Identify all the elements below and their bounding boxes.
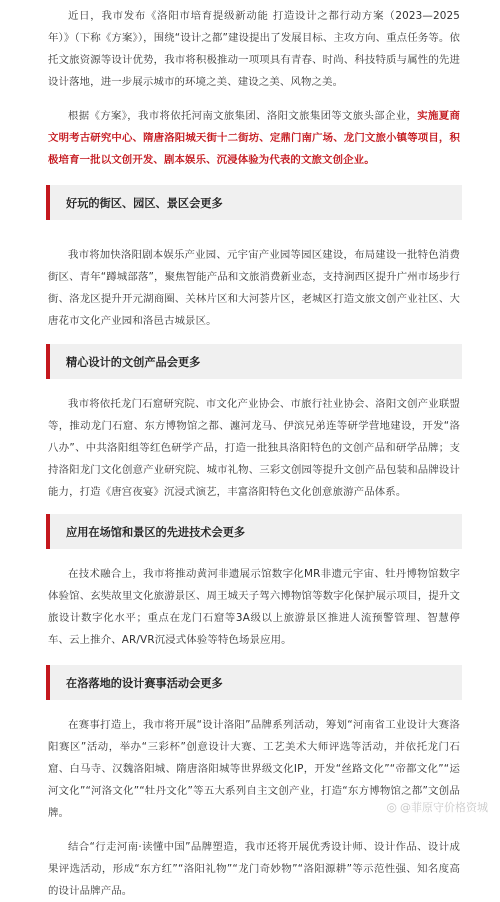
- section-title-1: 好玩的街区、园区、景区会更多: [66, 196, 223, 210]
- watermark: [387, 799, 488, 815]
- watermark-text: @菲原守价格资城: [400, 801, 488, 814]
- section-heading-2: [46, 344, 462, 379]
- section-heading-3: [46, 514, 462, 549]
- section-body-2: 我市将依托龙门石窟研究院、市文化产业协会、市旅行社业协会、洛阳文创产业联盟等，推动龙门石窟、东方博物馆之都、瀍河龙马、伊滨兄弟连等研学营地建设，开发“洛八办”、中共洛阳组等红色研学产品，打造一批独具洛阳特色的文创产品和研学品牌；支持洛阳龙门文化创意产业研究院、城市礼物、三彩文创园等提升文创产品包装和品牌设计能力，打造《唐宫夜宴》沉浸式演艺，丰富洛阳特色文化创意旅游产品体系。: [48, 398, 460, 498]
- weibo-logo-icon: ◎: [386, 800, 397, 814]
- intro-paragraph-1: 近日，我市发布《洛阳市培育提级新动能 打造设计之都行动方案（2023—2025年）》（下称《方案》），围绕“设计之都”建设提出了发展目标、主攻方向、重点任务等。依托文旅资源等设计优势，我市将积极推动一项项具有青春、时尚、科技特质与属性的先进设计落地，进一步展示城市的环境之美、建设之美、风物之美。: [48, 10, 460, 88]
- heading-accent-bar: [46, 344, 50, 379]
- section-title-3: 应用在场馆和景区的先进技术会更多: [66, 525, 246, 539]
- section-body-3: 在技术融合上，我市将推动黄河非遗展示馆数字化MR非遗元宇宙、牡丹博物馆数字体验馆、玄奘故里文化旅游景区、周王城天子驾六博物馆等数字化保护展示项目，提升文旅设计数字化水平；重点在龙门石窟等3A级以上旅游景区推进人流预警管理、智慧停车、云上推介、AR/VR沉浸式体验等特色场景应用。: [48, 568, 460, 646]
- section-body-4b: 结合“行走河南·读懂中国”品牌塑造，我市还将开展优秀设计师、设计作品、设计成果评选活动，形成“东方红”“洛阳礼物”“龙门奇妙物”“洛阳源耕”等示范性强、知名度高的设计品牌产品。: [48, 841, 460, 897]
- heading-accent-bar: [46, 185, 50, 220]
- intro-paragraph-2: [48, 105, 460, 171]
- section-body-1: 我市将加快洛阳剧本娱乐产业园、元宇宙产业园等园区建设，布局建设一批特色消费街区、青年“蹲城部落”，聚焦智能产品和文旅消费新业态，支持涧西区提升广州市场步行街、洛龙区提升开元湖商圈、关林片区和大河荟片区，老城区打造文旅文创产业社区、大唐花市文化产业园和洛邑古城景区。: [48, 249, 460, 327]
- section-heading-1: [46, 185, 462, 220]
- section-title-4: 在洛落地的设计赛事活动会更多: [66, 676, 223, 690]
- intro-paragraph-2-plain: 根据《方案》，我市将依托河南文旅集团、洛阳文旅集团等文旅头部企业，: [68, 110, 418, 122]
- section-title-2: 精心设计的文创产品会更多: [66, 355, 201, 369]
- section-body-4: 在赛事打造上，我市将开展“设计洛阳”品牌系列活动，筹划“河南省工业设计大赛洛阳赛区”活动，举办“三彩杯”创意设计大赛、工艺美术大师评选等活动，并依托龙门石窟、白马寺、汉魏洛阳城、隋唐洛阳城等世界级文化IP，开发“丝路文化”“帝都文化”“运河文化”“河洛文化”“牡丹文化”等五大系列自主文创产业，打造“东方博物馆之都”文创品牌。: [48, 719, 460, 819]
- heading-accent-bar: [46, 514, 50, 549]
- section-heading-4: [46, 665, 462, 700]
- heading-accent-bar: [46, 665, 50, 700]
- intro-paragraph-2-highlight: 实施夏商文明考古研究中心、隋唐洛阳城天街十二街坊、定鼎门南广场、龙门文旅小镇等项目，积极培育一批以文创开发、剧本娱乐、沉浸体验为代表的文旅文创企业。: [48, 110, 460, 166]
